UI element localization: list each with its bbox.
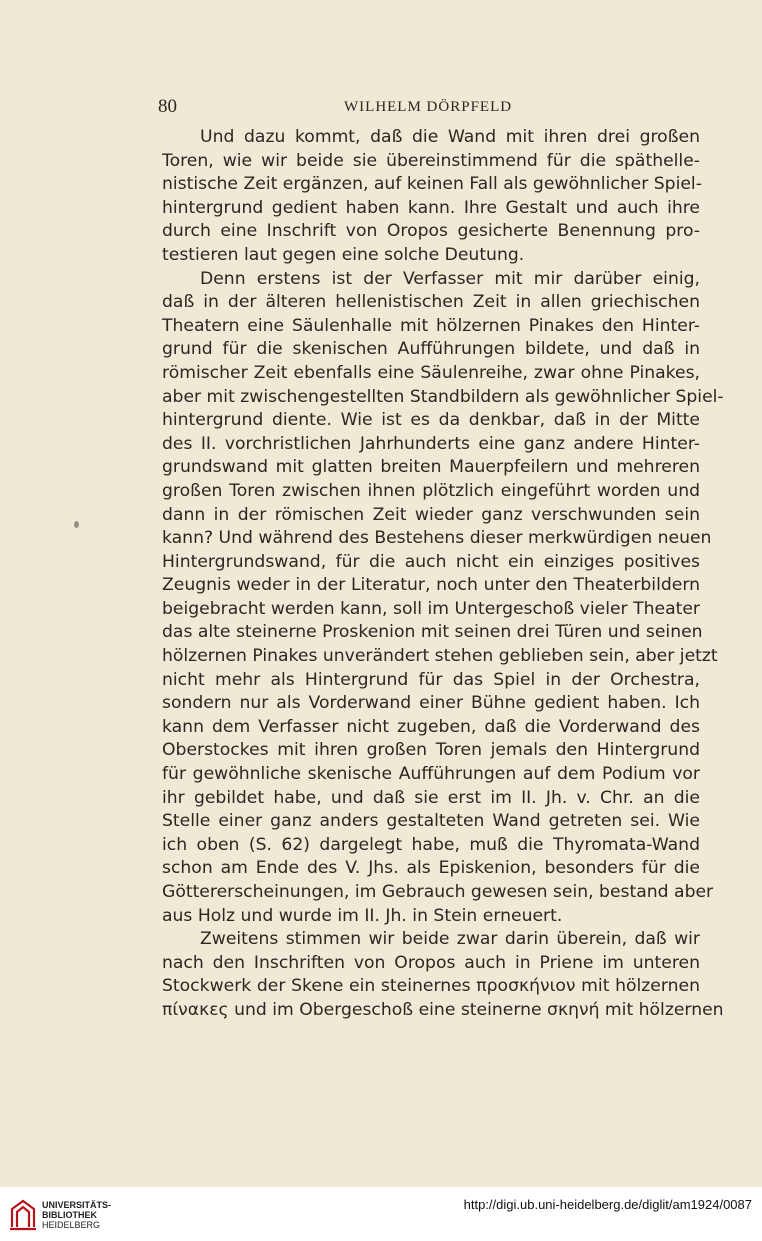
text-line: schon am Ende des V. Jhs. als Episkenion, besonders für die xyxy=(162,858,700,879)
text-line: testieren laut gegen eine solche Deutung. xyxy=(162,244,525,265)
text-line: nistische Zeit ergänzen, auf keinen Fall als gewöhnlicher Spiel- xyxy=(162,174,702,195)
text-line: Zeugnis weder in der Literatur, noch unter den Theaterbildern xyxy=(162,575,700,596)
library-name-line1: UNIVERSITÄTS- xyxy=(42,1200,112,1210)
text-line: hintergrund gedient haben kann. Ihre Gestalt und auch ihre xyxy=(162,197,700,218)
text-line: ich oben (S. 62) dargelegt habe, muß die Thyromata-Wand xyxy=(162,834,700,855)
text-line: πίνακες und im Obergeschoß eine steinerne σκηνή mit hölzernen xyxy=(162,999,724,1020)
text-line: Stockwerk der Skene ein steinernes προσκήνιον mit hölzernen xyxy=(162,976,700,997)
text-line: grundswand mit glatten breiten Mauerpfeilern und mehreren xyxy=(162,457,700,478)
text-line: römischer Zeit ebenfalls eine Säulenreihe, zwar ohne Pinakes, xyxy=(162,362,700,383)
body-text xyxy=(162,126,724,1023)
library-name-line2: BIBLIOTHEK xyxy=(42,1210,97,1220)
text-line: für gewöhnliche skenische Aufführungen auf dem Podium vor xyxy=(162,764,700,785)
text-line: durch eine Inschrift von Oropos gesicherte Benennung pro- xyxy=(162,221,700,242)
text-line: des II. vorchristlichen Jahrhunderts eine ganz andere Hinter- xyxy=(162,433,700,454)
library-logo-icon[interactable] xyxy=(8,1197,38,1231)
text-line: aber mit zwischengestellten Standbildern als gewöhnlicher Spiel- xyxy=(162,386,724,407)
library-name-line3: HEIDELBERG xyxy=(42,1220,101,1230)
library-name xyxy=(42,1200,111,1230)
text-line: dann in der römischen Zeit wieder ganz verschwunden sein xyxy=(162,504,700,525)
text-line: Zweitens stimmen wir beide zwar darin überein, daß wir xyxy=(200,929,700,950)
text-line: Theatern eine Säulenhalle mit hölzernen Pinakes den Hinter- xyxy=(162,315,700,336)
text-line: Oberstockes mit ihren großen Toren jemals den Hintergrund xyxy=(162,740,700,761)
text-line: hintergrund diente. Wie ist es da denkbar, daß in der Mitte xyxy=(162,410,700,431)
text-line: kann? Und während des Bestehens dieser merkwürdigen neuen xyxy=(162,528,712,549)
text-line: nicht mehr als Hintergrund für das Spiel in der Orchestra, xyxy=(162,669,700,690)
margin-speck xyxy=(74,521,79,528)
text-line: Toren, wie wir beide sie übereinstimmend für die späthelle- xyxy=(162,150,700,171)
running-head xyxy=(158,96,700,122)
text-line: Stelle einer ganz anders gestalteten Wand getreten sei. Wie xyxy=(162,811,700,832)
source-url-link[interactable]: http://digi.ub.uni-heidelberg.de/diglit/am1924/0087 xyxy=(463,1197,752,1212)
text-line: Und dazu kommt, daß die Wand mit ihren drei großen xyxy=(200,127,700,147)
text-line: nach den Inschriften von Oropos auch in Priene im unteren xyxy=(162,952,700,973)
text-line: aus Holz und wurde im II. Jh. in Stein erneuert. xyxy=(162,905,563,926)
library-footer xyxy=(0,1187,762,1241)
text-line: Hintergrundswand, für die auch nicht ein einziges positives xyxy=(162,551,700,572)
running-head-title: WILHELM DÖRPFELD xyxy=(344,99,513,115)
page-number: 80 xyxy=(158,96,177,117)
text-line: großen Toren zwischen ihnen plötzlich eingeführt worden und xyxy=(162,480,700,501)
text-line: Denn erstens ist der Verfasser mit mir darüber einig, xyxy=(200,268,700,289)
text-line: daß in der älteren hellenistischen Zeit in allen griechischen xyxy=(162,292,700,313)
text-line: sondern nur als Vorderwand einer Bühne gedient haben. Ich xyxy=(162,693,700,714)
text-line: Göttererscheinungen, im Gebrauch gewesen sein, bestand aber xyxy=(162,882,714,902)
text-line: hölzernen Pinakes unverändert stehen geblieben sein, aber jetzt xyxy=(162,646,718,667)
text-line: ihr gebildet habe, und daß sie erst im II. Jh. v. Chr. an die xyxy=(162,787,700,808)
text-line: beigebracht werden kann, soll im Untergeschoß vieler Theater xyxy=(162,598,700,619)
text-line: grund für die skenischen Aufführungen bildete, und daß in xyxy=(162,339,700,360)
text-line: kann dem Verfasser nicht zugeben, daß die Vorderwand des xyxy=(162,716,700,737)
text-line: das alte steinerne Proskenion mit seinen drei Türen und seinen xyxy=(162,622,703,643)
